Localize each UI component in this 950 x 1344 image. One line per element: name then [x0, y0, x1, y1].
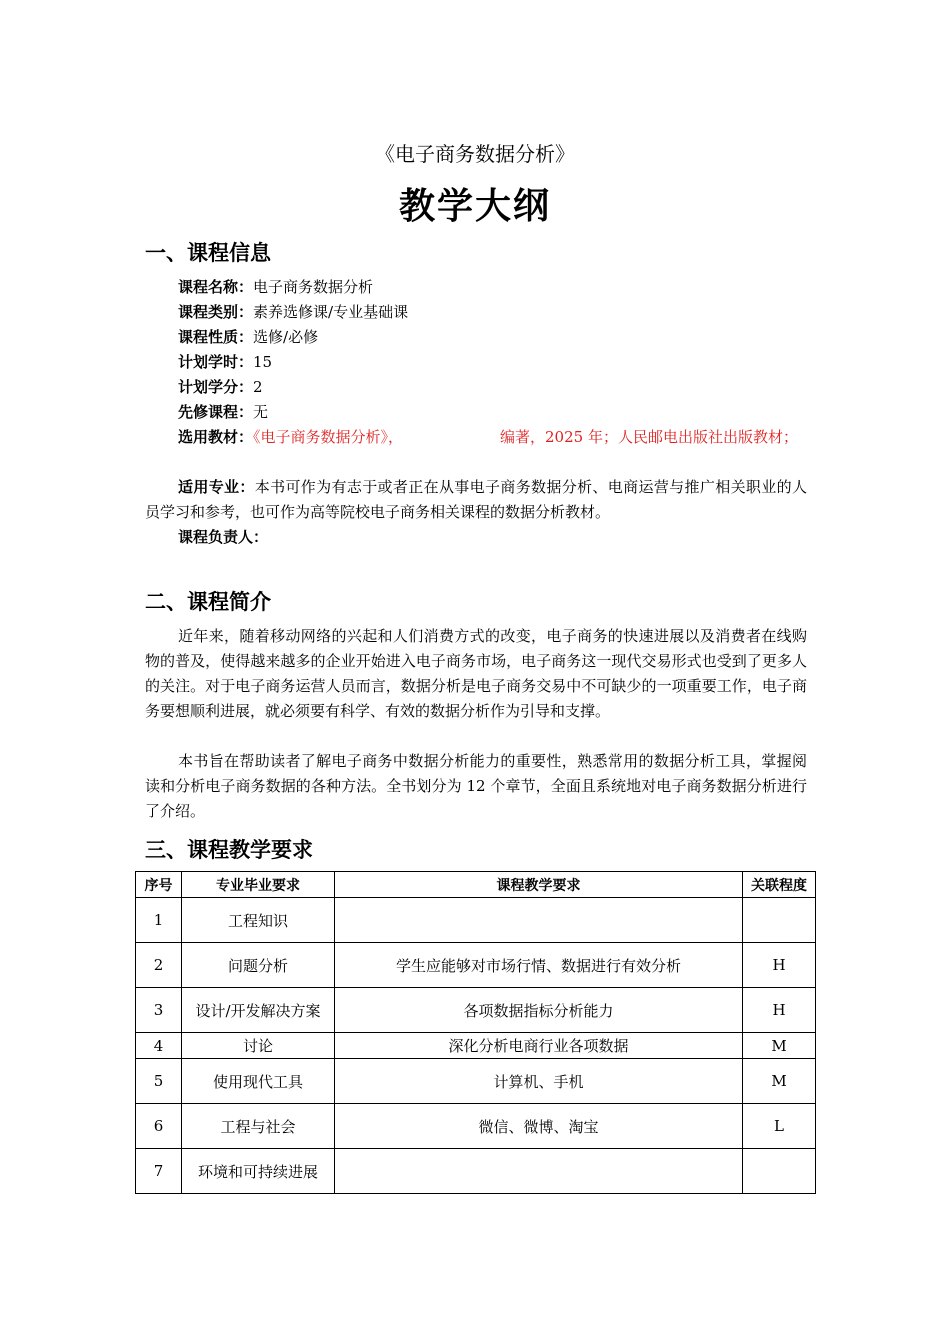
section-heading-course-intro: 二、课程简介: [145, 590, 271, 614]
column-header-no: 序号: [136, 872, 182, 898]
cell-teaching-req: 深化分析电商行业各项数据: [335, 1033, 743, 1059]
intro-paragraph-2: 本书旨在帮助读者了解电子商务中数据分析能力的重要性，熟悉常用的数据分析工具，掌握阅读和分析电子商务数据的各种方法。全书划分为 12 个章节，全面且系统地对电子商务数据分析进行了介绍。: [145, 752, 807, 820]
cell-no: 4: [136, 1033, 182, 1059]
cell-graduation-req: 设计/开发解决方案: [182, 988, 335, 1033]
cell-relevance: [743, 1149, 816, 1194]
cell-graduation-req: 使用现代工具: [182, 1059, 335, 1104]
table-row: [136, 1033, 816, 1059]
field-label: 先修课程：: [178, 403, 254, 421]
textbook-publisher: 编著，2025 年；人民邮电出版社出版教材；: [500, 428, 798, 446]
cell-teaching-req: 各项数据指标分析能力: [335, 988, 743, 1033]
cell-relevance: M: [743, 1059, 816, 1104]
table-row: [136, 1059, 816, 1104]
requirements-table: [135, 871, 816, 1194]
table-header-row: [136, 872, 816, 898]
field-prerequisites: [178, 400, 268, 425]
cell-relevance: M: [743, 1033, 816, 1059]
column-header-graduation-req: 专业毕业要求: [182, 872, 335, 898]
cell-graduation-req: 工程与社会: [182, 1104, 335, 1149]
field-label: 计划学时：: [178, 353, 254, 371]
field-value: 本书可作为有志于或者正在从事电子商务数据分析、电商运营与推广相关职业的人员学习和参考，也可作为高等院校电子商务相关课程的数据分析教材。: [145, 478, 807, 521]
table-row: [136, 898, 816, 943]
field-value: 选修/必修: [253, 328, 319, 346]
cell-teaching-req: 微信、微博、淘宝: [335, 1104, 743, 1149]
field-label: 课程名称：: [178, 278, 254, 296]
field-course-name: [178, 275, 373, 300]
table-row: [136, 1104, 816, 1149]
table-row: [136, 988, 816, 1033]
cell-teaching-req: [335, 1149, 743, 1194]
field-value: 15: [253, 353, 273, 371]
field-applicable-major: [145, 475, 807, 525]
intro-paragraph-1: 近年来，随着移动网络的兴起和人们消费方式的改变，电子商务的快速进展以及消费者在线购物的普及，使得越来越多的企业开始进入电子商务市场，电子商务这一现代交易形式也受到了更多人的关注。对于电子商务运营人员而言，数据分析是电子商务交易中不可缺少的一项重要工作，电子商务要想顺利进展，就必须要有科学、有效的数据分析作为引导和支撑。: [145, 627, 807, 720]
field-label: 选用教材：: [178, 428, 254, 446]
field-label: 计划学分：: [178, 378, 254, 396]
field-label: 课程性质：: [178, 328, 254, 346]
field-value: 无: [253, 403, 269, 421]
cell-no: 1: [136, 898, 182, 943]
cell-graduation-req: 环境和可持续进展: [182, 1149, 335, 1194]
column-header-teaching-req: 课程教学要求: [335, 872, 743, 898]
cell-relevance: L: [743, 1104, 816, 1149]
textbook-name: 《电子商务数据分析》，: [253, 428, 404, 446]
field-textbook: [178, 425, 818, 450]
cell-teaching-req: 学生应能够对市场行情、数据进行有效分析: [335, 943, 743, 988]
cell-relevance: H: [743, 943, 816, 988]
field-label: 课程负责人：: [178, 528, 269, 546]
section-heading-teaching-requirements: 三、课程教学要求: [145, 838, 313, 862]
field-planned-hours: [178, 350, 272, 375]
field-value: 电子商务数据分析: [253, 278, 374, 296]
document-title: 教学大纲: [398, 186, 551, 227]
field-course-category: [178, 300, 408, 325]
table-row: [136, 943, 816, 988]
field-value: 2: [253, 378, 263, 396]
field-label: 课程类别：: [178, 303, 254, 321]
field-planned-credits: [178, 375, 263, 400]
column-header-relevance: 关联程度: [743, 872, 816, 898]
field-label: 适用专业：: [178, 478, 255, 496]
field-course-nature: [178, 325, 318, 350]
cell-no: 7: [136, 1149, 182, 1194]
cell-no: 3: [136, 988, 182, 1033]
cell-graduation-req: 问题分析: [182, 943, 335, 988]
book-title: 《电子商务数据分析》: [375, 142, 575, 166]
cell-no: 2: [136, 943, 182, 988]
table-row: [136, 1149, 816, 1194]
section-heading-course-info: 一、课程信息: [145, 241, 271, 265]
field-value: 素养选修课/专业基础课: [253, 303, 409, 321]
cell-teaching-req: 计算机、手机: [335, 1059, 743, 1104]
field-course-owner: [178, 525, 268, 550]
cell-no: 5: [136, 1059, 182, 1104]
cell-graduation-req: 工程知识: [182, 898, 335, 943]
cell-relevance: H: [743, 988, 816, 1033]
cell-teaching-req: [335, 898, 743, 943]
cell-graduation-req: 讨论: [182, 1033, 335, 1059]
cell-no: 6: [136, 1104, 182, 1149]
cell-relevance: [743, 898, 816, 943]
